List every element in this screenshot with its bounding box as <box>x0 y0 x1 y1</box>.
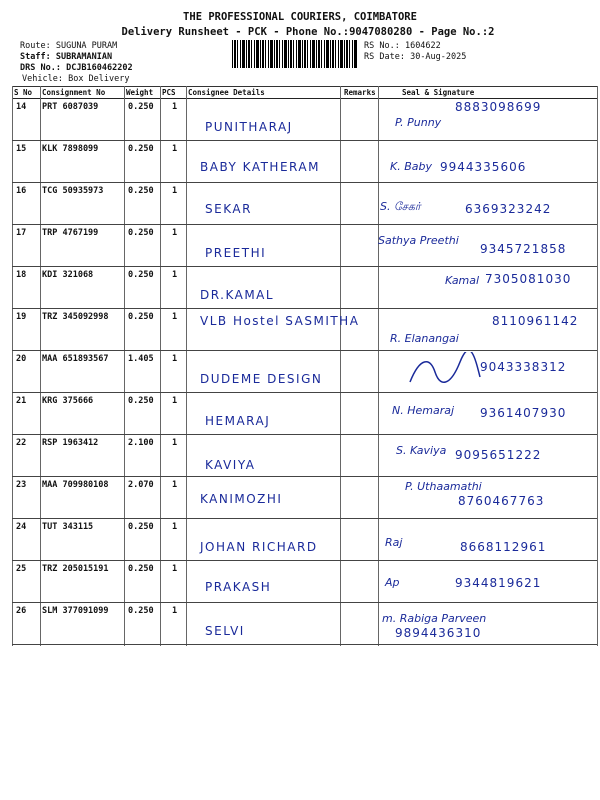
phone-number: 9345721858 <box>480 242 567 256</box>
consignee-name: PRAKASH <box>205 580 272 594</box>
phone-number: 9944335606 <box>440 160 527 174</box>
consignment-number: MAA 651893567 <box>42 354 109 364</box>
column-divider <box>597 86 598 646</box>
consignment-number: KRG 375666 <box>42 396 94 406</box>
column-header: Remarks <box>344 88 376 97</box>
phone-number: 6369323242 <box>465 202 552 216</box>
serial-number: 16 <box>16 186 27 196</box>
serial-number: 19 <box>16 312 27 322</box>
pieces: 1 <box>172 270 178 280</box>
consignment-number: PRT 6087039 <box>42 102 99 112</box>
serial-number: 17 <box>16 228 27 238</box>
consignee-name: JOHAN RICHARD <box>200 540 318 554</box>
consignee-name: VLB Hostel SASMITHA <box>200 314 360 328</box>
rs-no-line: RS No.: 1604622 <box>364 41 441 51</box>
rs-no-value: 1604622 <box>404 41 441 51</box>
column-header: Seal & Signature <box>402 88 475 97</box>
consignee-name: DUDEME DESIGN <box>200 372 323 386</box>
column-header: PCS <box>162 88 176 97</box>
consignment-number: RSP 1963412 <box>42 438 99 448</box>
pieces: 1 <box>172 438 178 448</box>
signature: Raj <box>385 536 403 549</box>
signature: P. Punny <box>395 116 442 129</box>
signature: P. Uthaamathi <box>405 480 482 493</box>
table-top-border <box>12 86 597 87</box>
signature: S. சேகர் <box>380 200 421 213</box>
rs-date-line: RS Date: 30-Aug-2025 <box>364 52 467 62</box>
phone-number: 9095651222 <box>455 448 542 462</box>
serial-number: 15 <box>16 144 27 154</box>
consignment-number: TRP 4767199 <box>42 228 99 238</box>
consignee-name: PUNITHARAJ <box>205 120 293 134</box>
rs-date-value: 30-Aug-2025 <box>410 52 467 62</box>
pieces: 1 <box>172 102 178 112</box>
weight: 0.250 <box>128 228 154 238</box>
weight: 0.250 <box>128 270 154 280</box>
vehicle-line: Vehicle: Box Delivery <box>22 74 130 84</box>
weight: 0.250 <box>128 606 154 616</box>
consignee-name: KANIMOZHI <box>200 492 283 506</box>
pieces: 1 <box>172 228 178 238</box>
barcode <box>232 40 358 68</box>
pieces: 1 <box>172 396 178 406</box>
runsheet-subtitle: Delivery Runsheet - PCK - Phone No.:9047080280 - Page No.:2 <box>121 26 495 38</box>
column-header: S No <box>14 88 33 97</box>
phone-number: 9043338312 <box>480 360 567 374</box>
consignment-number: TRZ 205015191 <box>42 564 109 574</box>
signature-scribble <box>405 352 485 388</box>
phone-number: 9894436310 <box>395 626 482 640</box>
pieces: 1 <box>172 354 178 364</box>
company-title: THE PROFESSIONAL COURIERS, COIMBATORE <box>183 11 417 23</box>
staff-value: SUBRAMANIAN <box>55 52 113 62</box>
pieces: 1 <box>172 606 178 616</box>
pieces: 1 <box>172 186 178 196</box>
consignment-number: SLM 377091099 <box>42 606 109 616</box>
weight: 0.250 <box>128 312 154 322</box>
consignee-name: PREETHI <box>205 246 267 260</box>
serial-number: 26 <box>16 606 27 616</box>
signature: Kamal <box>445 274 480 287</box>
row-divider <box>12 644 597 645</box>
phone-number: 7305081030 <box>485 272 572 286</box>
weight: 0.250 <box>128 102 154 112</box>
weight: 0.250 <box>128 564 154 574</box>
consignment-number: MAA 709980108 <box>42 480 109 490</box>
signature: R. Elanangai <box>390 332 459 345</box>
serial-number: 24 <box>16 522 27 532</box>
consignee-name: SEKAR <box>205 202 252 216</box>
pieces: 1 <box>172 522 178 532</box>
weight: 2.070 <box>128 480 154 490</box>
serial-number: 22 <box>16 438 27 448</box>
weight: 2.100 <box>128 438 154 448</box>
serial-number: 18 <box>16 270 27 280</box>
pieces: 1 <box>172 564 178 574</box>
serial-number: 14 <box>16 102 27 112</box>
weight: 1.405 <box>128 354 154 364</box>
phone-number: 9361407930 <box>480 406 567 420</box>
route-value: SUGUNA PURAM <box>55 41 118 51</box>
phone-number: 8110961142 <box>492 314 579 328</box>
staff-line: Staff: SUBRAMANIAN <box>20 52 113 62</box>
signature: Ap <box>385 576 400 589</box>
consignment-number: KLK 7898099 <box>42 144 99 154</box>
weight: 0.250 <box>128 522 154 532</box>
pieces: 1 <box>172 144 178 154</box>
phone-number: 8668112961 <box>460 540 547 554</box>
signature: m. Rabiga Parveen <box>382 612 487 625</box>
column-header: Weight <box>126 88 154 97</box>
pieces: 1 <box>172 312 178 322</box>
phone-number: 8883098699 <box>455 100 542 114</box>
signature: Sathya Preethi <box>378 234 459 247</box>
consignment-number: TCG 50935973 <box>42 186 104 196</box>
pieces: 1 <box>172 480 178 490</box>
consignment-number: KDI 321068 <box>42 270 94 280</box>
phone-number: 9344819621 <box>455 576 542 590</box>
column-header: Consignment No <box>42 88 106 97</box>
consignment-number: TUT 343115 <box>42 522 94 532</box>
column-header: Consignee Details <box>188 88 265 97</box>
serial-number: 23 <box>16 480 27 490</box>
signature: S. Kaviya <box>396 444 447 457</box>
drs-value: DCJB160462202 <box>66 63 133 73</box>
serial-number: 21 <box>16 396 27 406</box>
serial-number: 25 <box>16 564 27 574</box>
weight: 0.250 <box>128 396 154 406</box>
signature: N. Hemaraj <box>392 404 455 417</box>
consignee-name: DR.KAMAL <box>200 288 275 302</box>
consignee-name: KAVIYA <box>205 458 256 472</box>
route-line: Route: SUGUNA PURAM <box>20 41 118 51</box>
weight: 0.250 <box>128 144 154 154</box>
weight: 0.250 <box>128 186 154 196</box>
serial-number: 20 <box>16 354 27 364</box>
signature: K. Baby <box>390 160 432 173</box>
consignee-name: BABY KATHERAM <box>200 160 320 174</box>
drs-line: DRS No.: DCJB160462202 <box>20 63 133 73</box>
phone-number: 8760467763 <box>458 494 545 508</box>
consignee-name: SELVI <box>205 624 245 638</box>
vehicle-value: Box Delivery <box>68 74 130 84</box>
consignee-name: HEMARAJ <box>205 414 271 428</box>
consignment-number: TRZ 345092998 <box>42 312 109 322</box>
